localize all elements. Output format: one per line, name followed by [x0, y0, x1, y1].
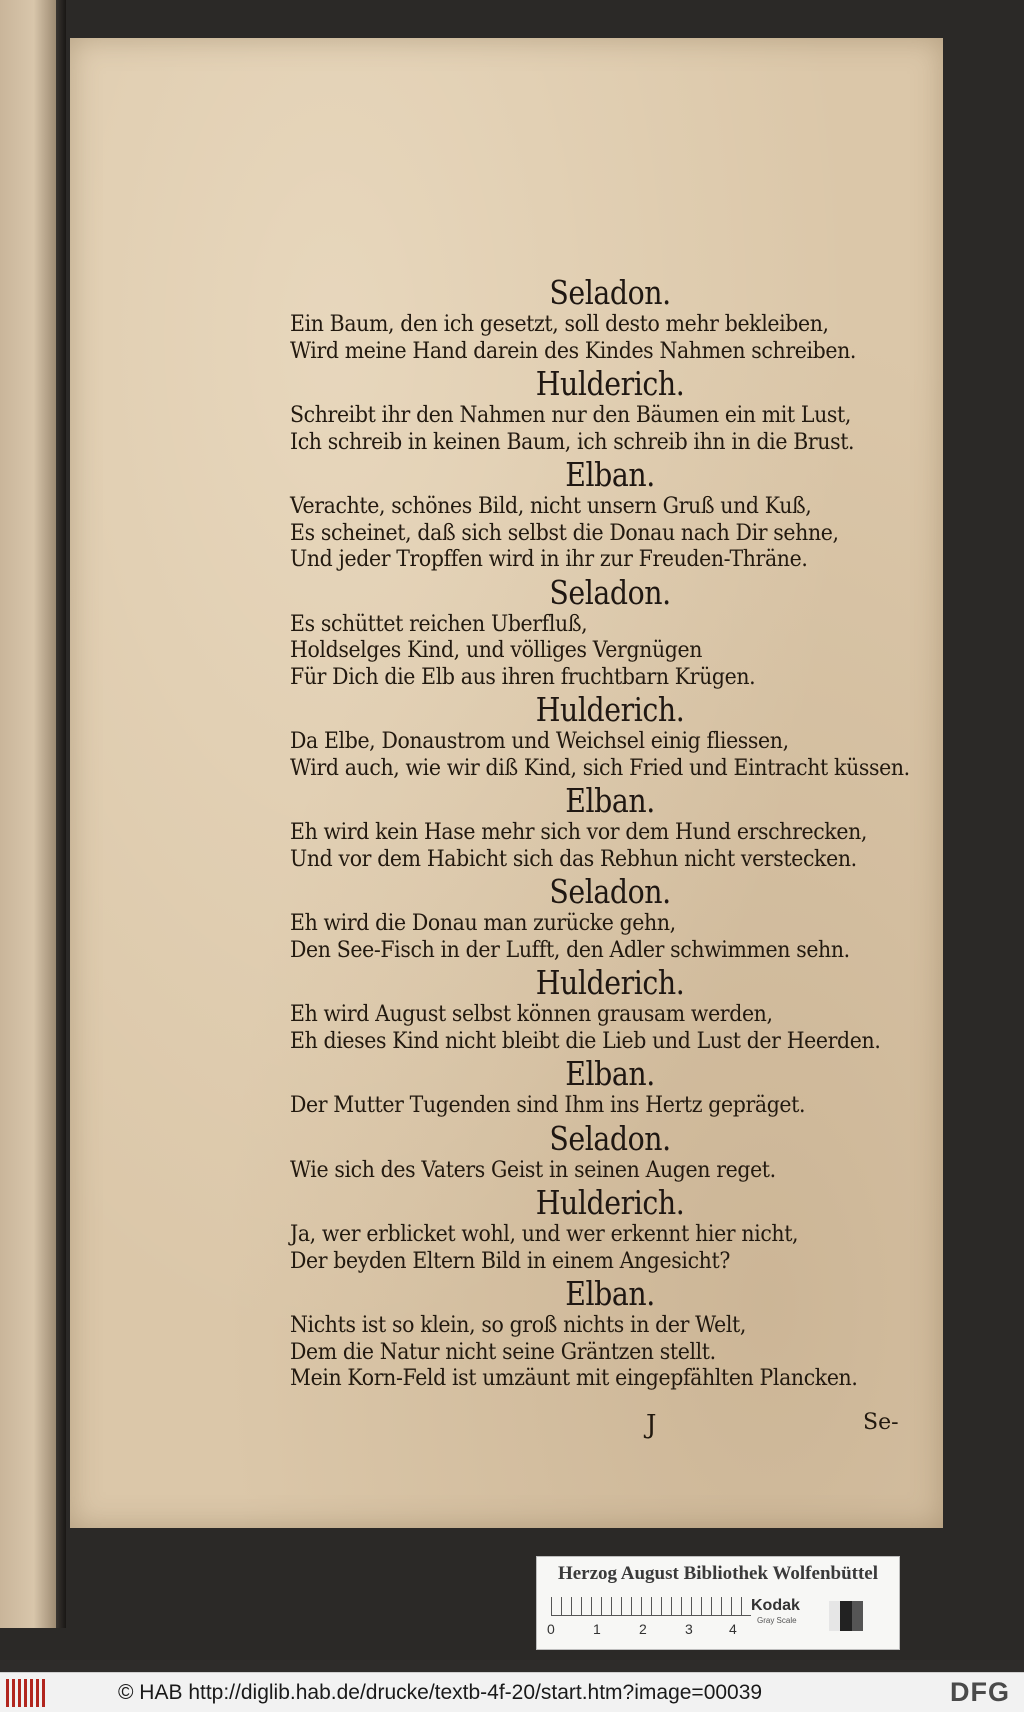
speaker-heading: Elban. — [565, 781, 655, 820]
book-gutter — [56, 0, 66, 1628]
scale-number: 4 — [729, 1621, 737, 1637]
verse-line: Eh wird August selbst können grausam werden, — [290, 1002, 773, 1027]
verse-line: Es scheinet, daß sich selbst die Donau nach Dir sehne, — [290, 520, 839, 546]
verse-line: Wie sich des Vaters Geist in seinen Augen reget. — [290, 1157, 776, 1183]
verse-line: Der beyden Eltern Bild in einem Angesicht? — [290, 1248, 730, 1274]
verse-line: Ja, wer erblicket wohl, und wer erkennt hier nicht, — [290, 1222, 799, 1247]
left-page-edge — [0, 0, 56, 1628]
verse-line: Den See-Fisch in der Lufft, den Adler schwimmen sehn. — [290, 937, 850, 963]
dfg-logo: DFG — [950, 1677, 1010, 1707]
speaker-heading: Hulderich. — [535, 1183, 685, 1222]
verse-line: Verachte, schönes Bild, nicht unsern Gruß und Kuß, — [290, 494, 812, 519]
speaker-heading: Elban. — [565, 1054, 655, 1093]
hab-logo-icon — [6, 1679, 48, 1707]
verse-line: Eh wird die Donau man zurücke gehn, — [290, 911, 676, 936]
verse-line: Eh dieses Kind nicht bleibt die Lieb und Lust der Heerden. — [290, 1028, 881, 1054]
section-4 — [290, 574, 930, 692]
gray-swatch — [829, 1601, 863, 1631]
speaker-heading: Elban. — [565, 1274, 655, 1313]
library-name: Herzog August Bibliothek Wolfenbüttel — [557, 1563, 879, 1584]
verse-line: Es schüttet reichen Uberfluß, — [290, 611, 588, 637]
speaker-heading: Hulderich. — [535, 364, 685, 403]
scale-number: 0 — [547, 1621, 555, 1637]
speaker-heading: Seladon. — [549, 273, 671, 312]
verse-line: Eh wird kein Hase mehr sich vor dem Hund erschrecken, — [290, 820, 868, 845]
speaker-heading: Seladon. — [549, 1118, 671, 1158]
verse-line: Der Mutter Tugenden sind Ihm ins Hertz gepräget. — [290, 1093, 806, 1118]
speaker-heading: Elban. — [565, 455, 655, 494]
verse-line: Und jeder Tropffen wird in ihr zur Freuden-Thräne. — [290, 547, 808, 572]
speaker-heading: Hulderich. — [535, 963, 685, 1002]
verse-line: Ich schreib in keinen Baum, ich schreib ihn in die Brust. — [290, 429, 855, 455]
color-reference-card — [536, 1556, 900, 1650]
section-1 — [290, 274, 930, 365]
section-2 — [290, 365, 930, 456]
section-10 — [290, 1120, 930, 1185]
book-page — [70, 38, 943, 1528]
section-11 — [290, 1184, 930, 1275]
verse-line: Ein Baum, den ich gesetzt, soll desto mehr bekleiben, — [290, 312, 829, 337]
section-5 — [290, 691, 930, 782]
footer-bar — [0, 1672, 1024, 1712]
scale-number: 2 — [639, 1621, 647, 1637]
catchword: Se- — [863, 1410, 899, 1435]
speaker-heading: Seladon. — [549, 872, 671, 911]
speaker-heading: Hulderich. — [535, 690, 685, 729]
signature-mark: J — [646, 1410, 657, 1440]
scale-number: 3 — [685, 1621, 693, 1637]
poem-text — [290, 274, 930, 1393]
verse-line: Schreibt ihr den Nahmen nur den Bäumen ein mit Lust, — [290, 403, 852, 428]
verse-line: Nichts ist so klein, so groß nichts in der Welt, — [290, 1313, 747, 1338]
section-9 — [290, 1055, 930, 1120]
verse-line: Da Elbe, Donaustrom und Weichsel einig fliessen, — [290, 729, 789, 754]
section-6 — [290, 782, 930, 873]
section-12 — [290, 1275, 930, 1393]
verse-line: Dem die Natur nicht seine Gräntzen stellt. — [290, 1339, 716, 1365]
section-8 — [290, 964, 930, 1055]
verse-line: Wird meine Hand darein des Kindes Nahmen schreiben. — [290, 338, 857, 364]
gray-scale-label: Gray Scale — [757, 1616, 797, 1625]
section-7 — [290, 873, 930, 964]
verse-line: Mein Korn-Feld ist umzäunt mit eingepfählten Plancken. — [290, 1366, 858, 1391]
ruler-scale — [551, 1597, 751, 1616]
copyright-url[interactable]: © HAB http://diglib.hab.de/drucke/textb-4f-20/start.htm?image=00039 — [118, 1681, 763, 1704]
section-3 — [290, 456, 930, 574]
scale-number: 1 — [593, 1621, 601, 1637]
verse-line: Wird auch, wie wir diß Kind, sich Fried und Eintracht küssen. — [290, 755, 910, 781]
verse-line: Für Dich die Elb aus ihren fruchtbarn Krügen. — [290, 664, 756, 690]
page-foot — [290, 1410, 930, 1440]
verse-line: Holdselges Kind, und völliges Vergnügen — [290, 638, 703, 663]
speaker-heading: Seladon. — [549, 572, 671, 612]
kodak-logo: Kodak — [751, 1597, 800, 1614]
verse-line: Und vor dem Habicht sich das Rebhun nicht verstecken. — [290, 846, 857, 872]
